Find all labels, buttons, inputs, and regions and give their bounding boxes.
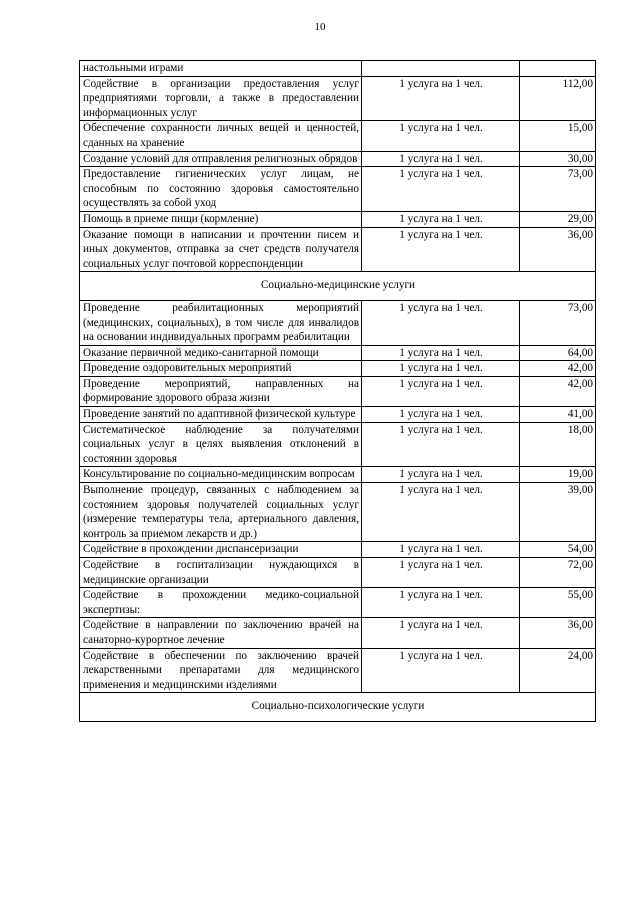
price-cell: 73,00 (520, 167, 596, 212)
table-row (80, 588, 596, 618)
price-cell: 39,00 (520, 483, 596, 542)
unit-cell: 1 услуга на 1 чел. (362, 227, 520, 272)
price-cell: 112,00 (520, 76, 596, 121)
section-title: Социально-психологические услуги (80, 693, 596, 722)
unit-cell: 1 услуга на 1 чел. (362, 211, 520, 227)
service-name-cell: Проведение мероприятий, направленных на формирование здорового образа жизни (80, 376, 362, 406)
services-table-body (80, 61, 596, 722)
table-row (80, 648, 596, 693)
table-row (80, 76, 596, 121)
price-cell: 15,00 (520, 121, 596, 151)
table-row (80, 300, 596, 345)
service-name-cell: Обеспечение сохранности личных вещей и ценностей, сданных на хранение (80, 121, 362, 151)
price-cell: 36,00 (520, 227, 596, 272)
service-name-cell: Консультирование по социально-медицинским вопросам (80, 467, 362, 483)
unit-cell: 1 услуга на 1 чел. (362, 376, 520, 406)
service-name-cell: Содействие в прохождении медико-социальной экспертизы: (80, 588, 362, 618)
service-name-cell: Создание условий для отправления религиозных обрядов (80, 151, 362, 167)
table-row (80, 167, 596, 212)
unit-cell: 1 услуга на 1 чел. (362, 588, 520, 618)
price-cell: 41,00 (520, 407, 596, 423)
table-row (80, 483, 596, 542)
table-row (80, 467, 596, 483)
table-row (80, 227, 596, 272)
section-header-row (80, 693, 596, 722)
price-cell: 64,00 (520, 345, 596, 361)
unit-cell: 1 услуга на 1 чел. (362, 407, 520, 423)
service-name-cell: Выполнение процедур, связанных с наблюдением за состоянием здоровья получателей социальных услуг (измерение температуры тела, артериального давления, контроль за приемом лекарств и др.) (80, 483, 362, 542)
unit-cell (362, 61, 520, 77)
table-row (80, 345, 596, 361)
unit-cell: 1 услуга на 1 чел. (362, 121, 520, 151)
service-name-cell: настольными играми (80, 61, 362, 77)
price-cell: 54,00 (520, 542, 596, 558)
unit-cell: 1 услуга на 1 чел. (362, 618, 520, 648)
table-row (80, 422, 596, 467)
unit-cell: 1 услуга на 1 чел. (362, 361, 520, 377)
price-cell: 36,00 (520, 618, 596, 648)
services-table (79, 60, 596, 722)
price-cell: 29,00 (520, 211, 596, 227)
service-name-cell: Предоставление гигиенических услуг лицам, не способным по состоянию здоровья самостоятельно осуществлять за собой уход (80, 167, 362, 212)
table-row (80, 618, 596, 648)
price-cell: 42,00 (520, 361, 596, 377)
unit-cell: 1 услуга на 1 чел. (362, 76, 520, 121)
unit-cell: 1 услуга на 1 чел. (362, 422, 520, 467)
table-row (80, 376, 596, 406)
price-cell: 73,00 (520, 300, 596, 345)
service-name-cell: Помощь в приеме пищи (кормление) (80, 211, 362, 227)
service-name-cell: Проведение занятий по адаптивной физической культуре (80, 407, 362, 423)
table-row (80, 151, 596, 167)
service-name-cell: Содействие в обеспечении по заключению врачей лекарственными препаратами для медицинского применения и медицинскими изделиями (80, 648, 362, 693)
table-row (80, 61, 596, 77)
price-cell: 24,00 (520, 648, 596, 693)
price-cell: 42,00 (520, 376, 596, 406)
section-header-row (80, 272, 596, 301)
price-cell: 18,00 (520, 422, 596, 467)
price-cell: 19,00 (520, 467, 596, 483)
price-cell: 30,00 (520, 151, 596, 167)
service-name-cell: Оказание первичной медико-санитарной помощи (80, 345, 362, 361)
service-name-cell: Проведение оздоровительных мероприятий (80, 361, 362, 377)
table-row (80, 407, 596, 423)
unit-cell: 1 услуга на 1 чел. (362, 483, 520, 542)
unit-cell: 1 услуга на 1 чел. (362, 558, 520, 588)
table-row (80, 558, 596, 588)
price-cell: 72,00 (520, 558, 596, 588)
unit-cell: 1 услуга на 1 чел. (362, 648, 520, 693)
price-cell (520, 61, 596, 77)
service-name-cell: Содействие в прохождении диспансеризации (80, 542, 362, 558)
unit-cell: 1 услуга на 1 чел. (362, 167, 520, 212)
page-number: 10 (314, 21, 326, 33)
service-name-cell: Содействие в направлении по заключению врачей на санаторно-курортное лечение (80, 618, 362, 648)
table-row (80, 361, 596, 377)
table-row (80, 542, 596, 558)
unit-cell: 1 услуга на 1 чел. (362, 300, 520, 345)
service-name-cell: Систематическое наблюдение за получателями социальных услуг в целях выявления отклонений в состоянии здоровья (80, 422, 362, 467)
service-name-cell: Оказание помощи в написании и прочтении писем и иных документов, отправка за счет средств получателя социальных услуг почтовой корреспонденции (80, 227, 362, 272)
service-name-cell: Содействие в организации предоставления услуг предприятиями торговли, а также в предоставлении информационных услуг (80, 76, 362, 121)
unit-cell: 1 услуга на 1 чел. (362, 467, 520, 483)
unit-cell: 1 услуга на 1 чел. (362, 151, 520, 167)
unit-cell: 1 услуга на 1 чел. (362, 542, 520, 558)
table-row (80, 211, 596, 227)
price-cell: 55,00 (520, 588, 596, 618)
table-row (80, 121, 596, 151)
service-name-cell: Проведение реабилитационных мероприятий (медицинских, социальных), в том числе для инвалидов на основании индивидуальных программ реабилитации (80, 300, 362, 345)
service-name-cell: Содействие в госпитализации нуждающихся в медицинские организации (80, 558, 362, 588)
unit-cell: 1 услуга на 1 чел. (362, 345, 520, 361)
section-title: Социально-медицинские услуги (80, 272, 596, 301)
